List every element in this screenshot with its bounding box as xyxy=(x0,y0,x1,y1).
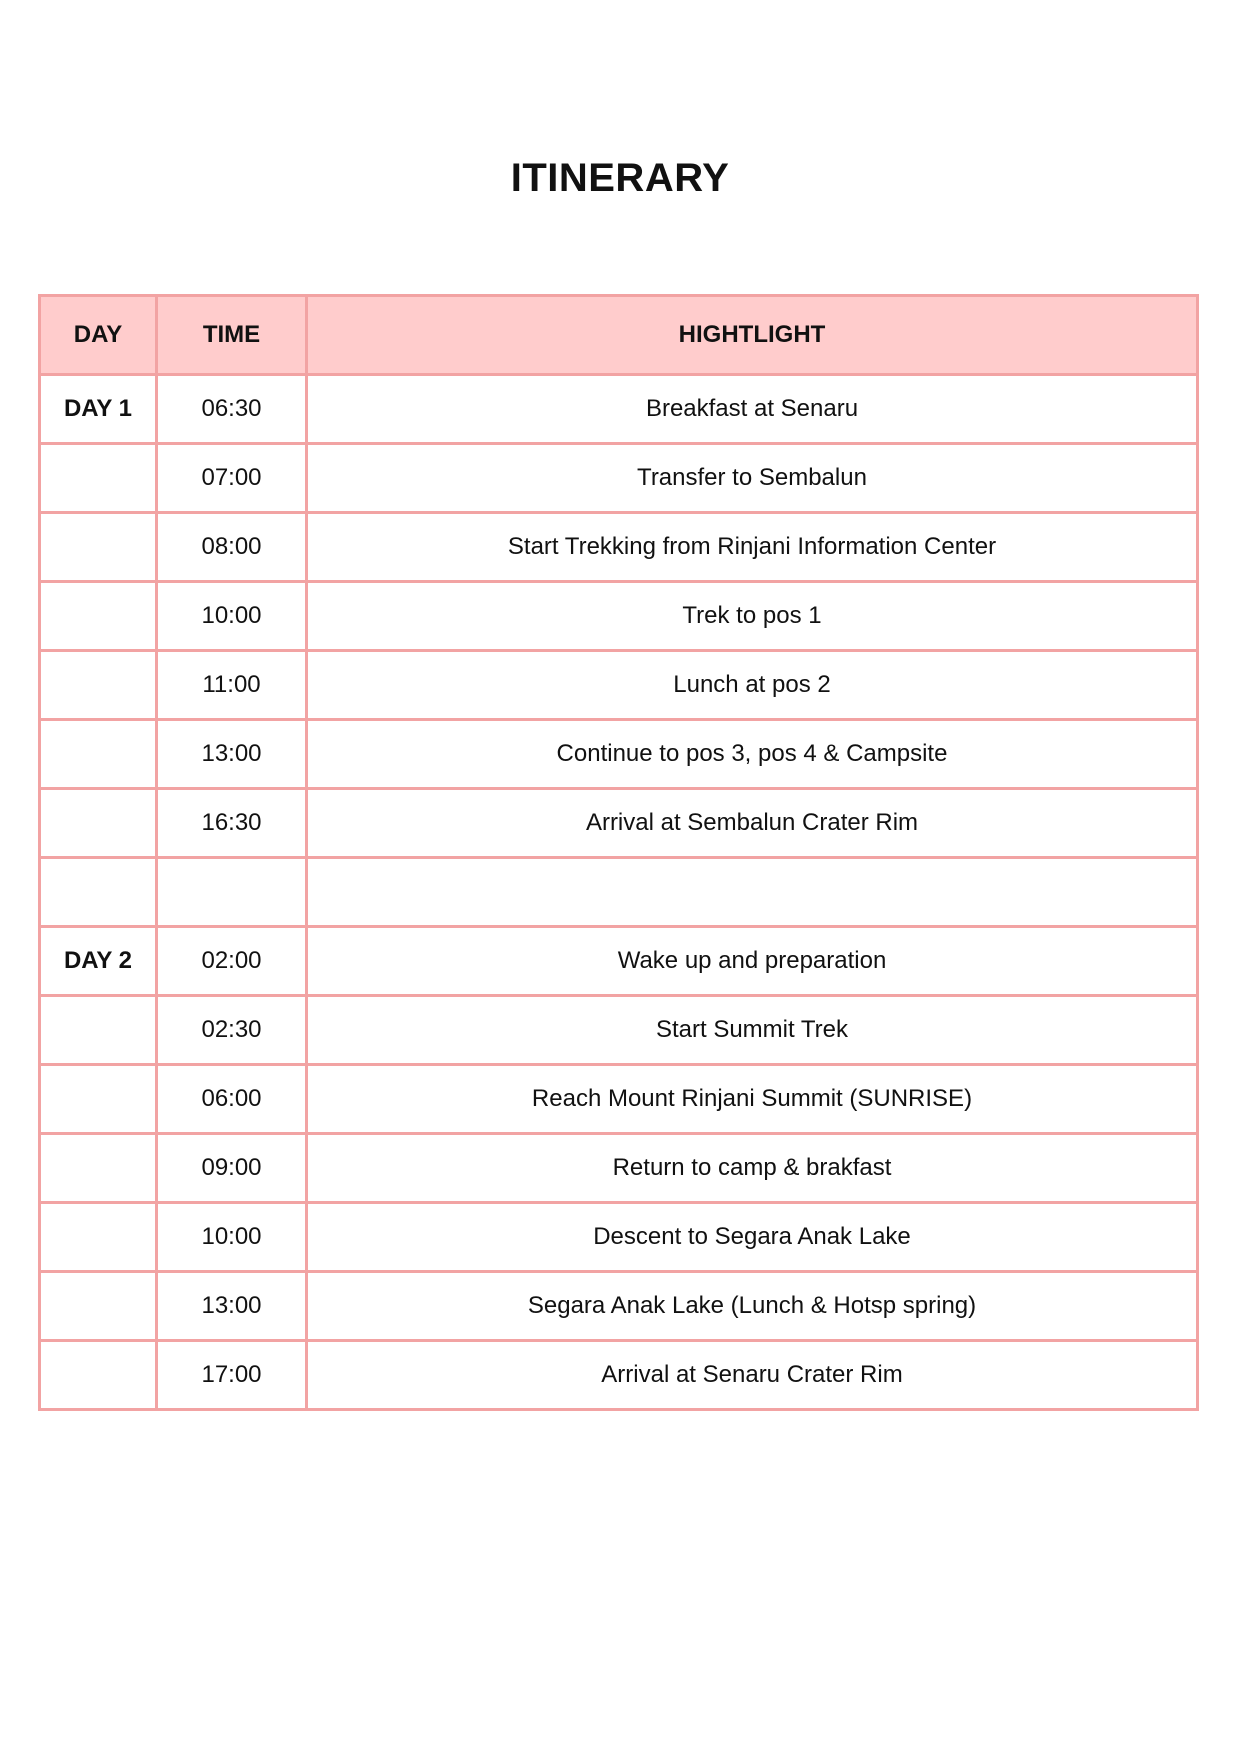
highlight-cell: Reach Mount Rinjani Summit (SUNRISE) xyxy=(307,1065,1198,1134)
header-highlight: HIGHTLIGHT xyxy=(307,296,1198,375)
time-cell: 10:00 xyxy=(157,582,307,651)
header-day: DAY xyxy=(40,296,157,375)
table-row xyxy=(40,444,1198,513)
highlight-cell: Wake up and preparation xyxy=(307,927,1198,996)
table-row xyxy=(40,720,1198,789)
time-cell: 17:00 xyxy=(157,1341,307,1410)
day-cell xyxy=(40,858,157,927)
time-cell xyxy=(157,858,307,927)
table-row xyxy=(40,1272,1198,1341)
day-cell xyxy=(40,789,157,858)
highlight-cell: Segara Anak Lake (Lunch & Hotsp spring) xyxy=(307,1272,1198,1341)
table-header-row xyxy=(40,296,1198,375)
highlight-cell: Start Summit Trek xyxy=(307,996,1198,1065)
itinerary-table xyxy=(38,294,1199,1411)
time-cell: 07:00 xyxy=(157,444,307,513)
highlight-cell: Trek to pos 1 xyxy=(307,582,1198,651)
highlight-cell: Continue to pos 3, pos 4 & Campsite xyxy=(307,720,1198,789)
day-cell xyxy=(40,651,157,720)
time-cell: 06:00 xyxy=(157,1065,307,1134)
highlight-cell: Transfer to Sembalun xyxy=(307,444,1198,513)
highlight-cell: Arrival at Senaru Crater Rim xyxy=(307,1341,1198,1410)
time-cell: 10:00 xyxy=(157,1203,307,1272)
day-cell xyxy=(40,1272,157,1341)
time-cell: 09:00 xyxy=(157,1134,307,1203)
table-row xyxy=(40,927,1198,996)
time-cell: 02:30 xyxy=(157,996,307,1065)
time-cell: 11:00 xyxy=(157,651,307,720)
highlight-cell: Breakfast at Senaru xyxy=(307,375,1198,444)
time-cell: 06:30 xyxy=(157,375,307,444)
table-row xyxy=(40,1341,1198,1410)
day-cell xyxy=(40,996,157,1065)
highlight-cell: Lunch at pos 2 xyxy=(307,651,1198,720)
table-row xyxy=(40,1065,1198,1134)
highlight-cell: Arrival at Sembalun Crater Rim xyxy=(307,789,1198,858)
time-cell: 08:00 xyxy=(157,513,307,582)
highlight-cell: Descent to Segara Anak Lake xyxy=(307,1203,1198,1272)
day-cell: DAY 1 xyxy=(40,375,157,444)
table-row xyxy=(40,858,1198,927)
header-time: TIME xyxy=(157,296,307,375)
table-row xyxy=(40,375,1198,444)
day-cell xyxy=(40,444,157,513)
highlight-cell: Start Trekking from Rinjani Information Center xyxy=(307,513,1198,582)
time-cell: 13:00 xyxy=(157,720,307,789)
table-row xyxy=(40,1134,1198,1203)
day-cell xyxy=(40,1341,157,1410)
table-row xyxy=(40,582,1198,651)
day-cell xyxy=(40,1203,157,1272)
table-body xyxy=(40,375,1198,1410)
time-cell: 13:00 xyxy=(157,1272,307,1341)
day-cell: DAY 2 xyxy=(40,927,157,996)
table-row xyxy=(40,789,1198,858)
highlight-cell: Return to camp & brakfast xyxy=(307,1134,1198,1203)
time-cell: 02:00 xyxy=(157,927,307,996)
day-cell xyxy=(40,720,157,789)
table-row xyxy=(40,996,1198,1065)
table-row xyxy=(40,513,1198,582)
day-cell xyxy=(40,1134,157,1203)
time-cell: 16:30 xyxy=(157,789,307,858)
day-cell xyxy=(40,513,157,582)
table-row xyxy=(40,1203,1198,1272)
day-cell xyxy=(40,1065,157,1134)
day-cell xyxy=(40,582,157,651)
highlight-cell xyxy=(307,858,1198,927)
table-row xyxy=(40,651,1198,720)
page-title: ITINERARY xyxy=(510,156,730,200)
